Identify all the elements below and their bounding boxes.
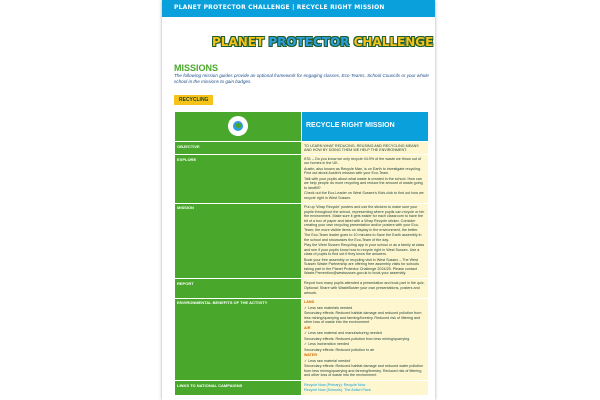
planet-protector-logo — [212, 35, 434, 55]
row-label-explore: EXPLORE — [175, 155, 302, 204]
report-line: Optional: Share with WasteBuster your own presentations, posters and artwork. — [304, 286, 420, 295]
row-value-objective: TO LEARN WHAT REDUCING, REUSING AND RECYCLING MEANS AND HOW BY DOING THEM WE HELP THE ENVIRONMENT. — [302, 142, 429, 155]
badge-cell — [175, 112, 302, 142]
row-label-objective: OBJECTIVE — [175, 142, 302, 155]
row-label-report: REPORT — [175, 279, 302, 299]
table-row-report — [175, 279, 429, 299]
campaign-link[interactable]: Recycle Now (Primary): Recycle Now — [304, 382, 366, 387]
benefit-line: Secondary effects: Reduced habitat damage and reduced pollution from less mining/quarrying and farming/forestry. Reduced risk of littering and other loss of waste into the environment — [304, 311, 422, 324]
table-header-row — [175, 112, 429, 142]
mission-title: RECYCLE RIGHT MISSION — [302, 112, 429, 142]
missions-heading: MISSIONS — [174, 63, 219, 73]
table-row-benefits — [175, 298, 429, 381]
row-value-explore — [302, 155, 429, 204]
mission-line: Book your free assembly or recycling visit in West Sussex – The West Sussex Waste Partnership are offering free assembly visits for schools taking part in the Planet Protector Challenge 2024/25. Please contact Waste.Prevention@westsussex.gov.uk to book your assembly. — [304, 257, 419, 275]
benefit-heading-land: LAND — [304, 300, 315, 304]
benefit-line: ✓ Less raw material and manufacturing needed — [304, 331, 382, 335]
banner-title: PLANET PROTECTOR CHALLENGE | RECYCLE RIGHT MISSION — [174, 4, 385, 11]
planet-protector-badge-icon — [228, 116, 248, 136]
campaign-link[interactable]: Recycle Now (Schools): The Action Pack — [304, 388, 371, 392]
row-value-mission — [302, 203, 429, 279]
row-label-mission: MISSION — [175, 203, 302, 279]
mission-table — [174, 111, 429, 396]
benefit-line: Secondary effects: Reduced pollution from less mining/quarrying — [304, 336, 410, 341]
benefit-line: ✓ Less incineration needed — [304, 342, 350, 346]
recycling-section-tag: RECYCLING — [174, 95, 213, 105]
row-value-report — [302, 279, 429, 299]
mission-line: The Eco-Team leader goes to 10 minutes to Save the Earth assembly in the school and showcases the Eco-Team of the day. — [304, 233, 422, 242]
explore-line: Check out the Eco-Leader on West Sussex's Kids club to find out how we recycle right in West Sussex. — [304, 191, 424, 200]
table-row-mission — [175, 203, 429, 279]
benefit-line: ✓ Less raw materials needed — [304, 305, 353, 310]
mission-line: Put up 'Wrap Recycle' posters and use the stickers to make sure your pupils throughout the school, representing where pupils can recycle or bin the environment. Make sure it gets easier for each classroom to have the bit of a box of paper and label with a Wrap Recycle sticker. Consider creating your own recycling presentation and/or posters with your Eco-Team; the more visible items on display in the environment, the better. — [304, 205, 425, 232]
top-banner — [162, 0, 435, 17]
row-label-links: LINKS TO NATIONAL CAMPAIGNS — [175, 381, 302, 396]
row-label-benefits: ENVIRONMENTAL BENEFITS OF THE ACTIVITY — [175, 298, 302, 381]
row-value-links — [302, 381, 429, 396]
table-row-links — [175, 381, 429, 396]
benefit-line: Secondary effects: Reduced habitat damage and reduced water pollution from less mining/quarrying and farming/forestry. Reduced risk of littering and other loss of waste into the environment — [304, 364, 424, 377]
mission-document-page — [162, 0, 435, 400]
missions-intro: The following mission guides provide an optional framework for engaging classes, Eco-Teams, School Councils or your whole school in the missions to gain badges. — [174, 73, 429, 84]
row-value-benefits — [302, 298, 429, 381]
benefit-heading-water: WATER — [304, 353, 318, 357]
explore-line: Austin, also known as Recycle Man, is on Earth to investigate recycling. Find out about Austin's mission with your Eco-Team. — [304, 166, 422, 175]
benefit-line: Secondary effects: Reduced pollution to air — [304, 347, 375, 352]
benefit-heading-air: AIR — [304, 325, 311, 330]
logo-part-2: PROTECTOR — [268, 35, 350, 49]
benefit-line: ✓ Less raw material needed — [304, 358, 351, 363]
report-line: Report how many pupils attended a presentation and took part in the quiz. — [304, 280, 425, 285]
explore-line: KS1 – Do you know we only recycle 44.9% of the waste we throw out of our homes in the UK. — [304, 156, 422, 165]
table-row-explore — [175, 155, 429, 204]
explore-line: Talk with your pupils about what waste is created in the school. How can we help people do more recycling and reduce the amount of waste going to landfill? — [304, 176, 423, 190]
mission-line: Play the West Sussex Recycling app in your school or as a family at class and see if your pupils know how to recycle right in West Sussex. Use a class of pupils to find out if they know the answers. — [304, 243, 425, 256]
logo-part-3: CHALLENGE — [349, 35, 434, 49]
table-row-objective — [175, 142, 429, 155]
logo-part-1: PLANET — [212, 35, 269, 49]
